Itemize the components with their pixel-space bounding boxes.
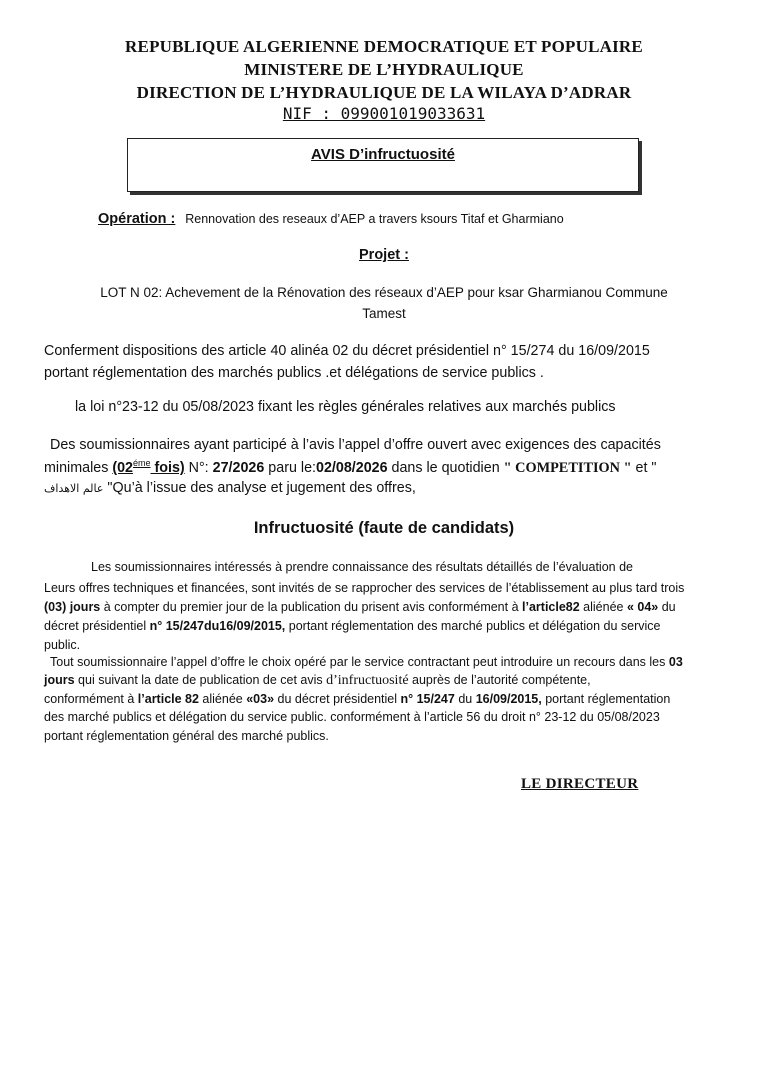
para3-text-a: minimales	[44, 459, 113, 476]
projet-line	[0, 246, 768, 264]
body2-line1	[50, 655, 683, 669]
body1-line3	[44, 600, 676, 614]
body2-text-3a: conformément à	[44, 692, 138, 706]
section-title-text: Infructuosité (faute de candidats)	[253, 519, 515, 537]
para3-line1: Des soumissionnaires ayant participé à l’avis l’appel d’offre ouvert avec exigences des capacités	[50, 437, 661, 453]
para3-fois-b: fois)	[150, 459, 185, 476]
body1-text-b: à compter du premier jour de la publication du prisent avis conformément à	[100, 600, 523, 614]
body2-alinea: «03»	[246, 692, 275, 706]
para3-text-h: dans le quotidien	[387, 459, 504, 476]
lot-line-2: Tamest	[362, 306, 406, 321]
para3-fois-a: (02	[112, 459, 133, 476]
body1-text-4a: décret présidentiel	[44, 619, 150, 633]
section-title	[0, 519, 768, 538]
body1-line1: Les soumissionnaires intéressés à prendre connaissance des résultats détaillés de l’évaluation de	[91, 560, 633, 574]
body2-text-2b: qui suivant la date de publication de cet avis	[74, 673, 327, 687]
body2-decree-number: n° 15/247	[400, 692, 455, 706]
lot-line-1: LOT N 02: Achevement de la Rénovation des réseaux d’AEP pour ksar Gharmianou Commune	[100, 285, 668, 300]
body2-decree-date: 16/09/2015,	[475, 692, 542, 706]
para1-line2: portant réglementation des marchés publics .et délégations de service publics .	[44, 365, 544, 381]
body1-line4	[44, 619, 661, 633]
header-republique: REPUBLIQUE ALGERIENNE DEMOCRATIQUE ET POPULAIRE	[125, 37, 643, 56]
para2-line: la loi n°23-12 du 05/08/2023 fixant les règles générales relatives aux marchés publics	[75, 399, 616, 415]
para3-text-end: "Qu’à l’issue des analyse et jugement des offres,	[103, 480, 416, 496]
header-ministere: MINISTERE DE L’HYDRAULIQUE	[244, 60, 524, 79]
body1-decree: n° 15/247du16/09/2015,	[149, 619, 286, 633]
body2-line2	[44, 673, 591, 689]
body2-line5: portant réglementation général des marché publics.	[44, 729, 329, 743]
body2-line3	[44, 692, 670, 706]
para3-line3	[44, 480, 416, 496]
body2-line4: des marché publics et délégation du service public. conformément à l’article 56 du droit n° 23-12 du 05/08/2023	[44, 710, 660, 724]
body1-text-d: aliénée	[579, 600, 627, 614]
operation-label: Opération :	[98, 211, 176, 227]
para3-arabic-newspaper: عالم الاهداف	[44, 482, 104, 495]
body2-text-3e: du décret présidentiel	[274, 692, 401, 706]
para3-number: 27/2026	[212, 459, 265, 476]
para3-date: 02/08/2026	[316, 459, 388, 476]
para1-line1: Conferment dispositions des article 40 alinéa 02 du décret présidentiel n° 15/274 du 16/09/2015	[44, 343, 650, 359]
para3-text-j: et "	[631, 459, 657, 476]
operation-line	[98, 210, 564, 227]
para3-line2	[44, 458, 656, 477]
body1-article: l’article82	[522, 600, 580, 614]
body1-text-4c: portant réglementation des marché publics et délégation du service	[285, 619, 661, 633]
body2-days: 03	[668, 655, 683, 669]
para3-text-d: N°:	[184, 459, 213, 476]
projet-label: Projet :	[359, 247, 409, 263]
body1-text-f: du	[658, 600, 676, 614]
nif-line	[0, 104, 768, 124]
body2-text-2d: auprès de l’autorité compétente,	[408, 673, 591, 687]
nif-number: NIF : 099001019033631	[282, 104, 486, 123]
para3-newspaper: " COMPETITION "	[503, 459, 632, 476]
document-title: AVIS D’infructuosité	[311, 146, 455, 163]
para3-text-f: paru le:	[264, 459, 316, 476]
operation-text: Rennovation des reseaux d’AEP a travers ksours Titaf et Gharmiano	[185, 212, 564, 226]
body1-line2: Leurs offres techniques et financées, sont invités de se rapprocher des services de l’établissement au plus tard trois	[44, 581, 685, 595]
body1-alinea: « 04»	[626, 600, 659, 614]
para3-fois-sup: éme	[133, 458, 151, 468]
body2-jours: jours	[44, 673, 75, 687]
signature-director: LE DIRECTEUR	[521, 776, 639, 792]
body1-delay: (03) jours	[44, 600, 101, 614]
header-direction: DIRECTION DE L’HYDRAULIQUE DE LA WILAYA D’ADRAR	[136, 83, 632, 102]
body2-text-3g: du	[454, 692, 476, 706]
body2-infructuosite: d’infructuosité	[326, 673, 409, 688]
body2-article: l’article 82	[137, 692, 199, 706]
body2-text-1a: Tout soumissionnaire l’appel d’offre le choix opéré par le service contractant peut introduire un recours dans les	[50, 655, 669, 669]
body1-line5: public.	[44, 638, 81, 652]
body2-text-3c: aliénée	[198, 692, 247, 706]
body2-text-3i: portant réglementation	[541, 692, 671, 706]
